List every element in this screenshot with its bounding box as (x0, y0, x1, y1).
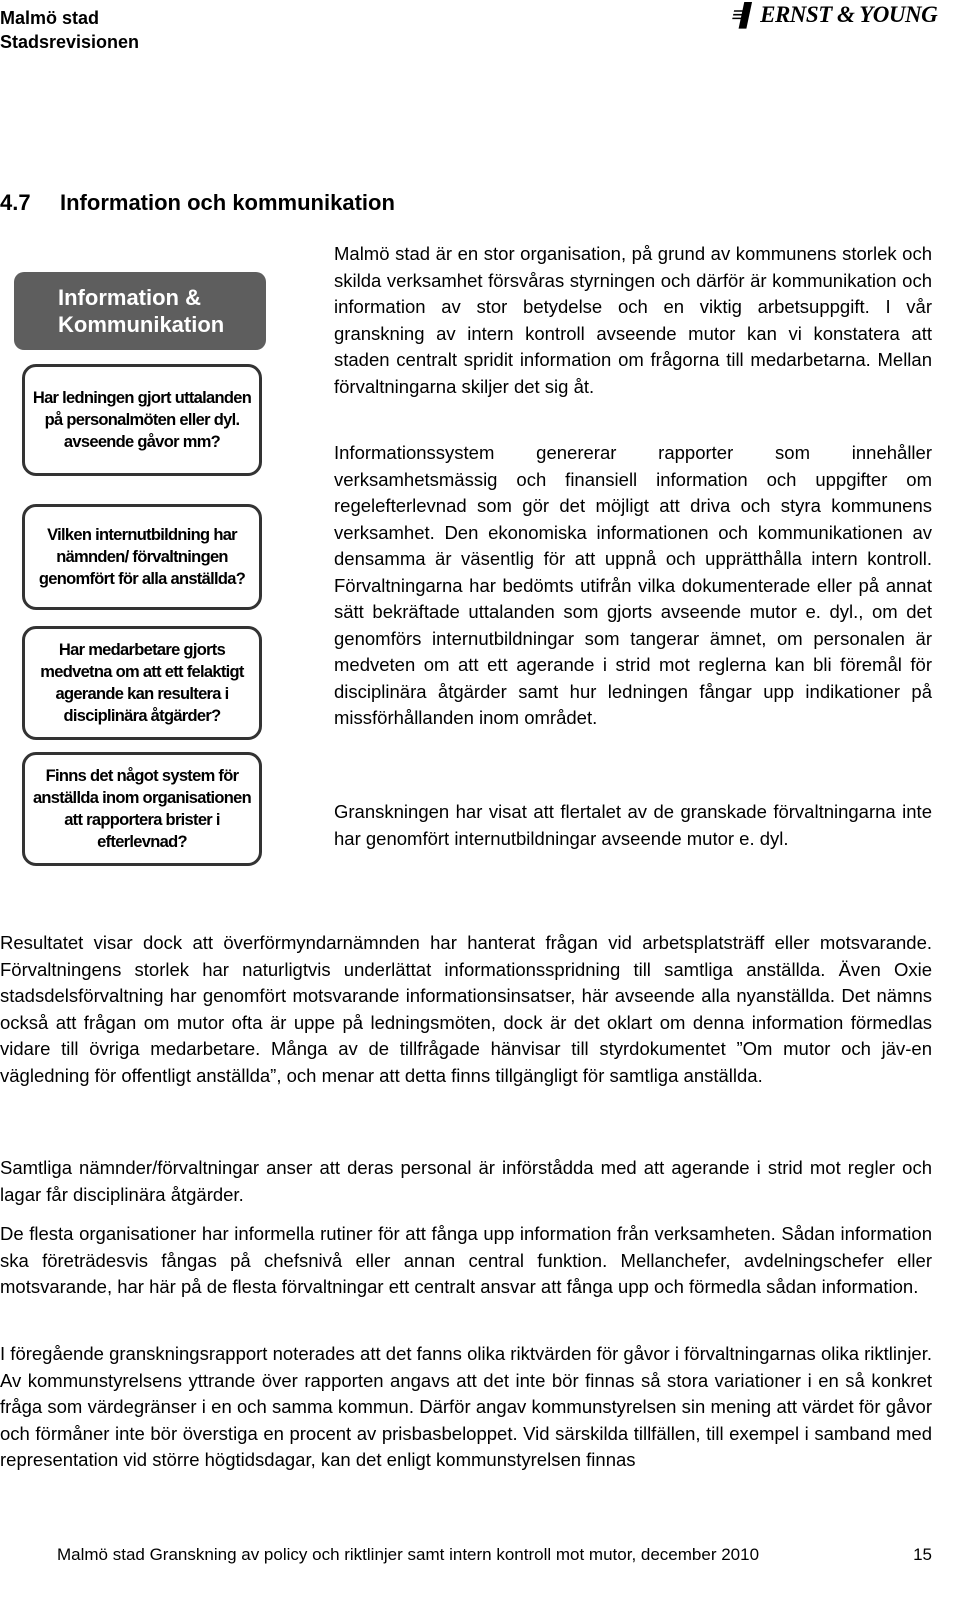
info-communication-graphic (14, 272, 266, 851)
intro-column (334, 799, 932, 852)
header-organization (0, 6, 139, 54)
info-graphic-title (14, 272, 266, 350)
question-box: Har medarbetare gjorts medvetna om att ett felaktigt agerande kan resultera i disciplinära åtgärder? (22, 626, 262, 740)
question-box: Har ledningen gjort uttalanden på personalmöten eller dyl. avseende gåvor mm? (22, 364, 262, 476)
question-box: Vilken internutbildning har nämnden/ förvaltningen genomfört för alla anställda? (22, 504, 262, 610)
logo-text: ERNST & YOUNG (760, 2, 938, 27)
section-number: 4.7 (0, 190, 31, 215)
info-title-line1: Information & (58, 285, 201, 310)
paragraph: Resultatet visar dock att överförmyndarnämnden har hanterat frågan vid arbetsplatsträff eller motsvarande. Förvaltningens storlek har naturligtvis underlättat informationsspridning till samtliga anställda. Även Oxie stadsdelsförvaltning har genomfört motsvarande informationsinsatser, här avseende alla nyanställda. Det nämns också att frågan om mutor ofta är uppe på ledningsmöten, dock är det oklart om denna information förmedlas vidare till övriga medarbetare. Många av de tillfrågade hänvisar till styrdokumentet ”Om mutor och jäv-en vägledning för offentligt anställda”, och menar att detta finns tillgängligt för samtliga anställda. (0, 932, 932, 1086)
paragraph: Samtliga nämnder/förvaltningar anser att deras personal är införstådda med att agerande i strid mot regler och lagar får disciplinära åtgärder. (0, 1157, 932, 1205)
intro-column (334, 440, 932, 732)
page-number: 15 (913, 1545, 932, 1564)
paragraph: Informationssystem genererar rapporter som innehåller verksamhetsmässig och finansiell information och uppgifter om regelefterlevnad som gör det möjligt att driva och styra kommunens verksamhet. Den ekonomiska informationen och kommunikationen av densamma är väsentlig för att uppnå och upprätthålla intern kontroll. Förvaltningarna har bedömts utifrån vilka dokumenterade eller på annat sätt bekräftade uttalanden som gjorts avseende mutor e. dyl., om det genomförs internutbildningar som tangerar ämnet, om personalen är medveten om att ett agerande i strid mot reglerna kan bli föremål för disciplinära åtgärder samt hur ledningen fångar upp indikationer på missförhållanden inom området. (334, 442, 932, 728)
body-text (0, 1221, 932, 1301)
paragraph: I föregående granskningsrapport noterades att det fanns olika riktvärden för gåvor i förvaltningarnas olika riktlinjer. Av kommunstyrelsens yttrande över rapporten angavs att det inte bör finnas så stora variationer i en så konkret fråga som värdegränser i en och samma kommun. Därför angav kommunstyrelsen sin mening att värdet för gåvor och förmåner inte bör överstiga en procent av prisbasbeloppet. Vid särskilda tillfällen, till exempel i samband med representation vid större högtidsdagar, kan det enligt kommunstyrelsen finnas (0, 1343, 932, 1470)
page-footer (57, 1545, 932, 1565)
paragraph: Granskningen har visat att flertalet av de granskade förvaltningarna inte har genomfört internutbildningar avseende mutor e. dyl. (334, 801, 932, 849)
section-heading (0, 190, 395, 216)
ernst-young-logo (729, 2, 938, 28)
org-name: Malmö stad (0, 8, 100, 28)
body-text (0, 930, 932, 1089)
logo-mark-icon: ≡▌ (729, 2, 757, 27)
body-text (0, 1341, 932, 1474)
org-department: Stadsrevisionen (0, 32, 140, 52)
intro-column (334, 241, 932, 400)
paragraph: De flesta organisationer har informella rutiner för att fånga upp information från verksamheten. Sådan information ska företrädesvis fångas på chefsnivå eller annan central funktion. Mellanchefer, avdelningschefer eller motsvarande, har här på de flesta förvaltningar ett centralt ansvar att fånga upp och förmedla sådan information. (0, 1223, 932, 1297)
info-title-line2: Kommunikation (58, 312, 225, 337)
question-box: Finns det något system för anställda inom organisationen att rapportera brister i efterlevnad? (22, 752, 262, 866)
paragraph: Malmö stad är en stor organisation, på grund av kommunens storlek och skilda verksamhet försvåras styrningen och därför är kommunikation och information av stor betydelse och en viktig arbetsuppgift. I vår granskning av intern kontroll avseende mutor kan vi konstatera att staden centralt spridit information om frågorna till medarbetarna. Mellan förvaltningarna skiljer det sig åt. (334, 243, 932, 397)
footer-text: Malmö stad Granskning av policy och riktlinjer samt intern kontroll mot mutor, december 2010 (57, 1545, 760, 1564)
section-title: Information och kommunikation (60, 190, 395, 215)
body-text (0, 1155, 932, 1208)
